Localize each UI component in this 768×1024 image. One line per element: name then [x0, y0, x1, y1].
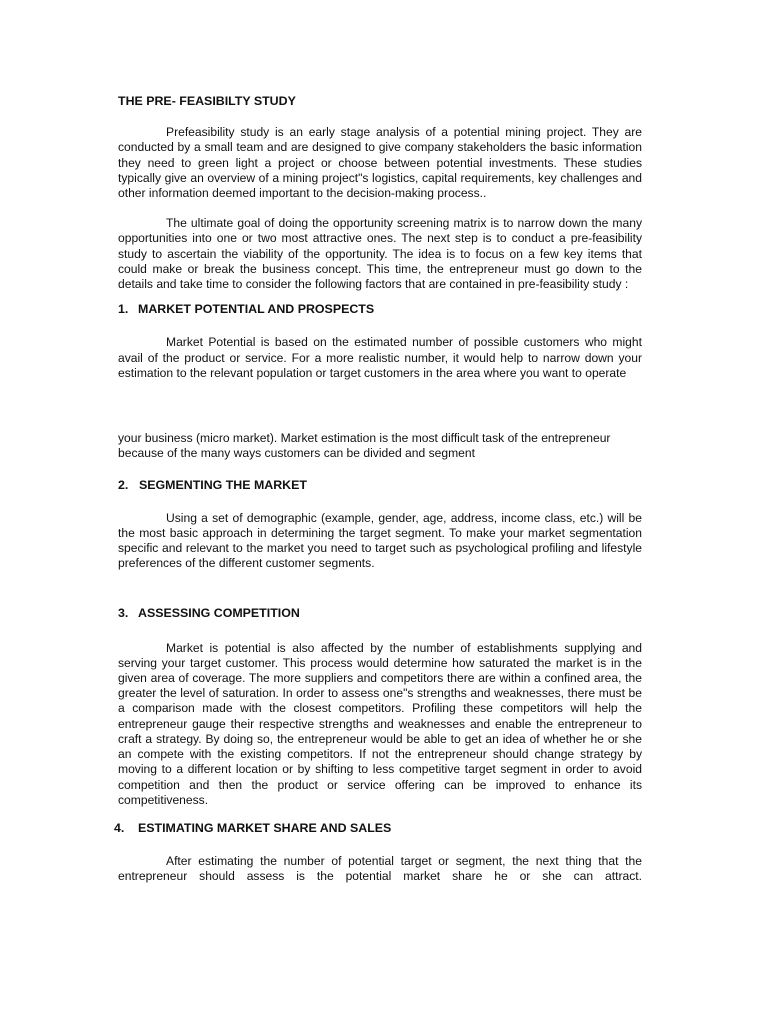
- section-2-heading: [118, 478, 642, 493]
- section-3-paragraph: Market is potential is also affected by the number of establishments supplying and serving your target customer. This process would determine how saturated the market is in the given area of coverage. The more suppliers and competitors there are within a confined area, the greater the level of saturation. In order to assess one"s strengths and weaknesses, there must be a comparison made with the closest competitors. Profiling these competitors will help the entrepreneur gauge their respective strengths and weaknesses and enable the entrepreneur to craft a strategy. By doing so, the entrepreneur would be able to get an idea of whether he or she an compete with the existing competitors. If not the entrepreneur should change strategy by moving to a different location or by shifting to less competitive target segment in order to avoid competition and then the product or service offering can be improved to enhance its competitiveness.: [118, 640, 642, 807]
- intro-paragraph-2: The ultimate goal of doing the opportunity screening matrix is to narrow down the many opportunities into one or two most attractive ones. The next step is to conduct a pre-feasibility study to ascertain the viability of the opportunity. The idea is to focus on a few key items that could make or break the business concept. This time, the entrepreneur must go down to the details and take time to consider the following factors that are contained in pre-feasibility study :: [118, 216, 642, 292]
- section-1-number: 1.: [118, 302, 129, 317]
- document-page: [114, 94, 642, 885]
- section-1-heading: [118, 302, 642, 317]
- document-title: THE PRE- FEASIBILTY STUDY: [118, 94, 296, 108]
- section-1-paragraph: Market Potential is based on the estimated number of possible customers who might avail of the product or service. For a more realistic number, it would help to narrow down your estimation to the relevant population or target customers in the area where you want to operate: [118, 335, 642, 380]
- section-1-continuation: your business (micro market). Market estimation is the most difficult task of the entrepreneur because of the many ways customers can be divided and segment: [118, 431, 611, 461]
- section-1-title: MARKET POTENTIAL AND PROSPECTS: [138, 302, 375, 317]
- section-4-heading: [114, 821, 642, 836]
- section-2-paragraph: Using a set of demographic (example, gender, age, address, income class, etc.) will be the most basic approach in determining the target segment. To make your market segmentation specific and relevant to the market you need to target such as psychological profiling and lifestyle preferences of the different customer segments.: [118, 510, 642, 571]
- section-2-number: 2.: [118, 478, 129, 493]
- section-4-paragraph: After estimating the number of potential target or segment, the next thing that the entrepreneur should assess is the potential market share he or she can attract.: [118, 854, 642, 884]
- intro-paragraph-1: Prefeasibility study is an early stage analysis of a potential mining project. They are conducted by a small team and are designed to give company stakeholders the basic information they need to green light a project or choose between potential investments. These studies typically give an overview of a mining project"s logistics, capital requirements, key challenges and other information deemed important to the decision-making process..: [118, 125, 642, 201]
- section-4-number: 4.: [114, 820, 125, 835]
- section-3-title: ASSESSING COMPETITION: [138, 606, 300, 621]
- section-3-number: 3.: [118, 606, 129, 621]
- section-4-title: ESTIMATING MARKET SHARE AND SALES: [138, 820, 392, 835]
- section-2-title: SEGMENTING THE MARKET: [139, 478, 307, 493]
- section-3-heading: [118, 606, 642, 621]
